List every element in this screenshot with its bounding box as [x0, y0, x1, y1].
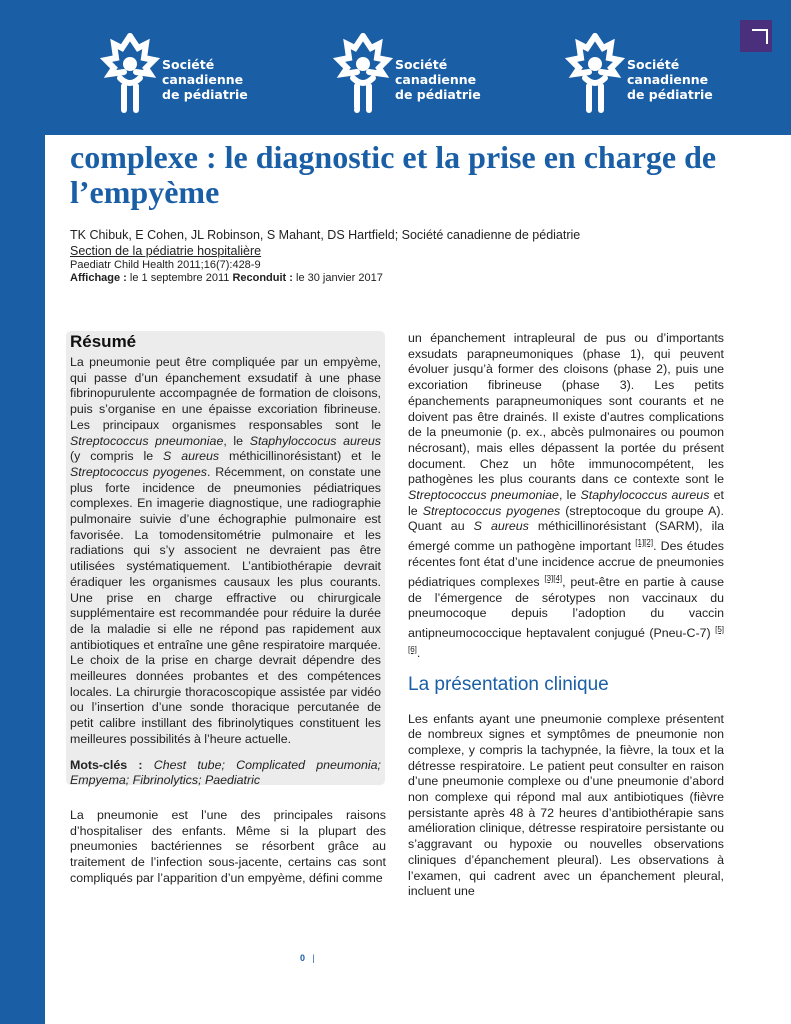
abstract-part: , le	[223, 433, 250, 448]
organism: S aureus	[163, 449, 220, 464]
right-paragraph-1	[408, 331, 724, 662]
page-footer	[300, 953, 315, 963]
page-title: complexe : le diagnostic et la prise en charge de l’empyème	[70, 139, 717, 210]
abstract-text	[70, 355, 381, 748]
dates-line	[70, 272, 750, 285]
keywords-label: Mots-clés :	[70, 757, 143, 772]
footer-separator: |	[312, 953, 315, 963]
external-link-icon[interactable]	[740, 20, 772, 52]
organism: Streptococcus pyogenes	[422, 503, 561, 518]
text-part: un épanchement intrapleural de pus ou d’importants exsudats parapneumoniques (phase 1), qui peuvent évoluer jusqu’à former des cloisons (phase 2), puis une excoriation fibrineuse (phase 3). Les petits épanchements parapneumoniques sont courants et ne doivent pas être drainés. Il existe d’autres complications de la pneumonie (p. ex., abcès pulmonaires ou poumon nécrosant), mais elles dépassent la portée du présent document. Chez un hôte immunocompétent, les pathogènes les plus courants dans ce contexte sont le	[408, 331, 724, 487]
organism: Streptococcus pyogenes	[70, 464, 208, 479]
keywords-value: Chest tube; Complicated pneumonia; Empyema; Fibrinolytics; Paediatric	[70, 757, 381, 788]
logo-line-3: de pédiatrie	[395, 87, 481, 102]
text-part: méthicillinorésistant (SARM), ila émergé comme un pathogène important	[408, 519, 724, 554]
posted-label: Affichage :	[70, 272, 127, 284]
organism: Streptococcus pneumoniae	[408, 488, 559, 503]
logo-line-1: Société	[162, 57, 215, 72]
title-peek-text: Les pneumonies pédiatriques	[70, 99, 469, 135]
reaffirmed-value: le 30 janvier 2017	[292, 272, 383, 284]
abstract-box	[66, 331, 385, 788]
left-accent-bar	[0, 0, 45, 1024]
page-number: 0	[300, 953, 306, 963]
reaffirmed-label: Reconduit :	[232, 272, 293, 284]
section-heading: La présentation clinique	[408, 673, 609, 695]
text-part: , peut-être en partie à cause de l’émergence de sérotypes non vaccinaux du pneumocoque depuis l’adoption du vaccin antipneumococcique heptavalent conjugué (Pneu-C-7)	[408, 574, 724, 641]
text-part: . Des études récentes font état d’une incidence accrue de pneumonies pédiatriques complexes	[408, 539, 724, 589]
section-link[interactable]: Section de la pédiatrie hospitalière	[70, 243, 262, 258]
abstract-part: La pneumonie peut être compliquée par un empyème, qui passe d’un épanchement exsudatif à une phase fibrinopurulente accompagnée de formation de cloisons, puis s’organise en une épaisse excoriation fibrineuse. Les principaux organismes responsables sont le	[70, 355, 381, 432]
text-part: et le	[408, 488, 724, 518]
logo-line-3: de pédiatrie	[627, 87, 713, 102]
reference-link[interactable]: [1][2]	[635, 538, 654, 548]
intro-paragraph: La pneumonie est l’une des principales raisons d’hospitaliser des enfants. Même si la plupart des pneumonies bactériennes se résorbent grâce au traitement de l’infection sous-jacente, certains cas sont compliqués par l’apparition d’un empyème, défini comme	[70, 808, 386, 885]
organism: S aureus	[473, 519, 529, 534]
posted-value: le 1 septembre 2011	[126, 272, 233, 284]
reference-link[interactable]: [3][4]	[544, 573, 563, 583]
text-part: .	[416, 645, 421, 660]
logo-line-3: de pédiatrie	[162, 87, 248, 102]
title-first-line-clipped	[70, 99, 750, 135]
logo-line-2: canadienne	[395, 72, 477, 87]
abstract-part: . Récemment, on constate une plus forte incidence de pneumonies pédiatriques complexes. En imagerie diagnostique, une radiographie pulmonaire suivie d’une échographie pulmonaire est favorisée. La tomodensitométrie pulmonaire et les radiations qui s’y associent ne devraient pas être utilisées systématiquement. L’antibiothérapie devrait éradiquer les organismes causaux les plus courants. Une prise en charge effractive ou chirurgicale supplémentaire est recommandée pour réduire la durée de la maladie si elle ne répond pas rapidement aux antibiotiques et entraîne une gêne respiratoire marquée. Le choix de la prise en charge devrait dépendre des meilleures données probantes et des compétences locales. La chirurgie thoracoscopique assistée par vidéo ou l’insertion d’une sonde thoracique percutanée de petit calibre instillant des fibrinolytiques constituent les meilleures possibilités à l’heure actuelle.	[70, 464, 381, 746]
text-part: (streptocoque du groupe A). Quant au	[408, 503, 724, 534]
authors: TK Chibuk, E Cohen, JL Robinson, S Mahant, DS Hartfield; Société canadienne de pédiatrie	[70, 228, 581, 242]
abstract-part: méthicillinorésistant) et le	[219, 449, 382, 464]
organism: Staphyloccocus aureus	[249, 433, 381, 448]
logo-line-1: Société	[627, 57, 680, 72]
logo-line-2: canadienne	[162, 72, 244, 87]
logo-line-1: Société	[395, 57, 448, 72]
text-part: , le	[558, 488, 581, 503]
abstract-part: (y compris le	[70, 449, 164, 464]
logo-line-2: canadienne	[627, 72, 709, 87]
abstract-heading: Résumé	[70, 332, 137, 351]
reference-link[interactable]: [5][6]	[408, 624, 724, 654]
right-paragraph-2: Les enfants ayant une pneumonie complexe présentent de nombreux signes et symptômes de pneumonie non complexe, y compris la tachypnée, la fièvre, la toux et la détresse respiratoire. Le patient peut consulter en raison d’une pneumonie complexe ou d’une pneumonie d’abord non complexe qui répond mal aux antibiotiques (fièvre persistante après 48 à 72 heures d’antibiothérapie sans amélioration clinique, détresse respiratoire persistante ou s’aggravant ou hypoxie ou nouvelles observations cliniques d’épanchement pleural). Les observations à l’examen, qui cadrent avec un épanchement pleural, incluent une	[408, 711, 724, 899]
organism: Streptococcus pneumoniae	[70, 433, 224, 448]
article-meta	[70, 228, 750, 285]
right-column	[408, 331, 724, 900]
journal-citation: Paediatr Child Health 2011;16(7):428-9	[70, 259, 261, 271]
keywords	[70, 758, 381, 789]
organism: Staphylococcus aureus	[580, 488, 710, 503]
